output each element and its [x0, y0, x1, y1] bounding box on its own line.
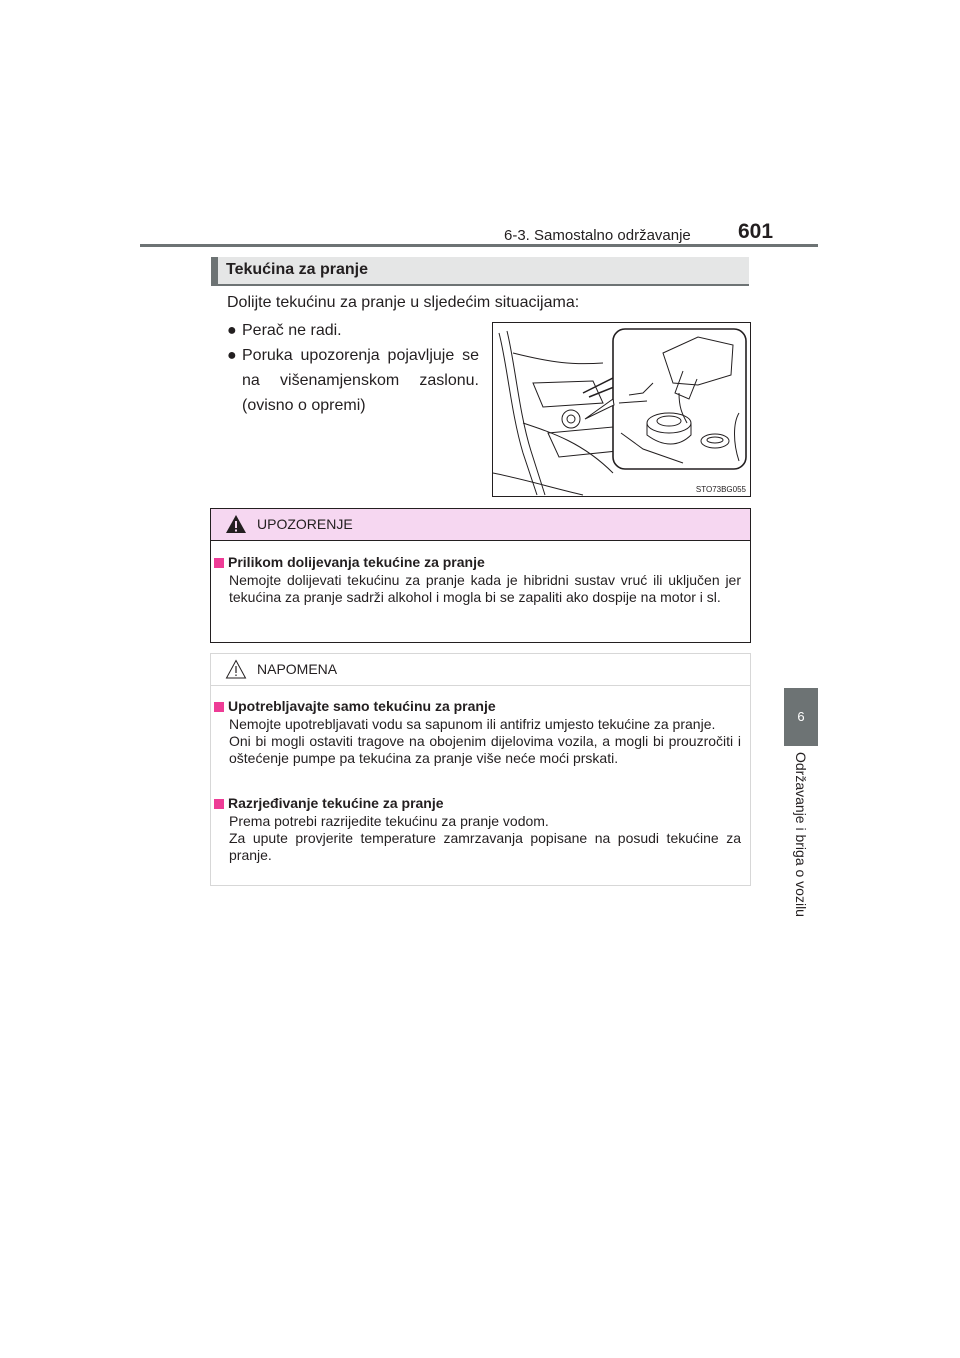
bullet-text: Poruka upozorenja pojavljuje se na višenamjenskom zaslonu. (ovisno o opremi): [242, 347, 479, 414]
chapter-tab-number: 6: [784, 688, 818, 746]
notice-item-body: [229, 813, 741, 864]
notice-box: [210, 653, 751, 886]
bullet-item: [227, 343, 479, 418]
notice-item-line: Za upute provjerite temperature zamrzavanja popisane na posudi tekućine za pranje.: [229, 830, 741, 863]
bullet-text: Perač ne radi.: [242, 322, 342, 339]
warning-heading: UPOZORENJE: [257, 516, 353, 532]
warning-triangle-icon: [225, 514, 247, 539]
notice-item-line: Prema potrebi razrijedite tekućinu za pranje vodom.: [229, 813, 549, 829]
bullet-square-icon: [214, 558, 224, 568]
notice-item-line: Nemojte upotrebljavati vodu sa sapunom ili antifriz umjesto tekućine za pranje.: [229, 716, 716, 732]
chapter-tab-title: Održavanje i briga o vozilu: [793, 752, 809, 917]
section-intro: Dolijte tekućinu za pranje u sljedećim situacijama:: [227, 294, 580, 311]
notice-item-body: [229, 716, 741, 767]
warning-box: [210, 508, 751, 643]
warning-box-header: [211, 509, 750, 541]
notice-item-line: Oni bi mogli ostaviti tragove na obojenim dijelovima vozila, a mogli bi prouzročiti i oštećenje pumpe pa tekućina za pranje više neće moći prskati.: [229, 733, 741, 766]
notice-triangle-icon: [225, 659, 247, 684]
bullet-item: [227, 318, 479, 343]
notice-box-header: [211, 654, 750, 686]
warning-item-body: Nemojte dolijevati tekućinu za pranje kada je hibridni sustav vruć ili uključen jer tekućina za pranje sadrži alkohol i mogla bi se zapaliti ako dospije na motor i sl.: [229, 572, 741, 605]
washer-fluid-illustration: [492, 322, 751, 497]
section-title: Tekućina za pranje: [226, 261, 368, 278]
notice-item-title: Upotrebljavajte samo tekućinu za pranje: [228, 698, 496, 714]
header-rule: [140, 244, 818, 247]
notice-heading: NAPOMENA: [257, 661, 338, 677]
section-title-underline: [211, 284, 749, 286]
warning-item-title: Prilikom dolijevanja tekućine za pranje: [228, 554, 485, 570]
running-header-section: 6-3. Samostalno održavanje: [504, 227, 691, 244]
notice-item-title: Razrjeđivanje tekućine za pranje: [228, 795, 444, 811]
page-number: 601: [738, 220, 774, 243]
bullet-dot-icon: ●: [227, 322, 237, 339]
bullet-dot-icon: ●: [227, 347, 237, 364]
section-title-marker: [211, 257, 218, 284]
figure-code: STO73BG055: [695, 485, 746, 494]
engine-bay-drawing: [493, 323, 750, 496]
bullet-square-icon: [214, 702, 224, 712]
bullet-square-icon: [214, 799, 224, 809]
section-title-bar: [211, 257, 749, 284]
